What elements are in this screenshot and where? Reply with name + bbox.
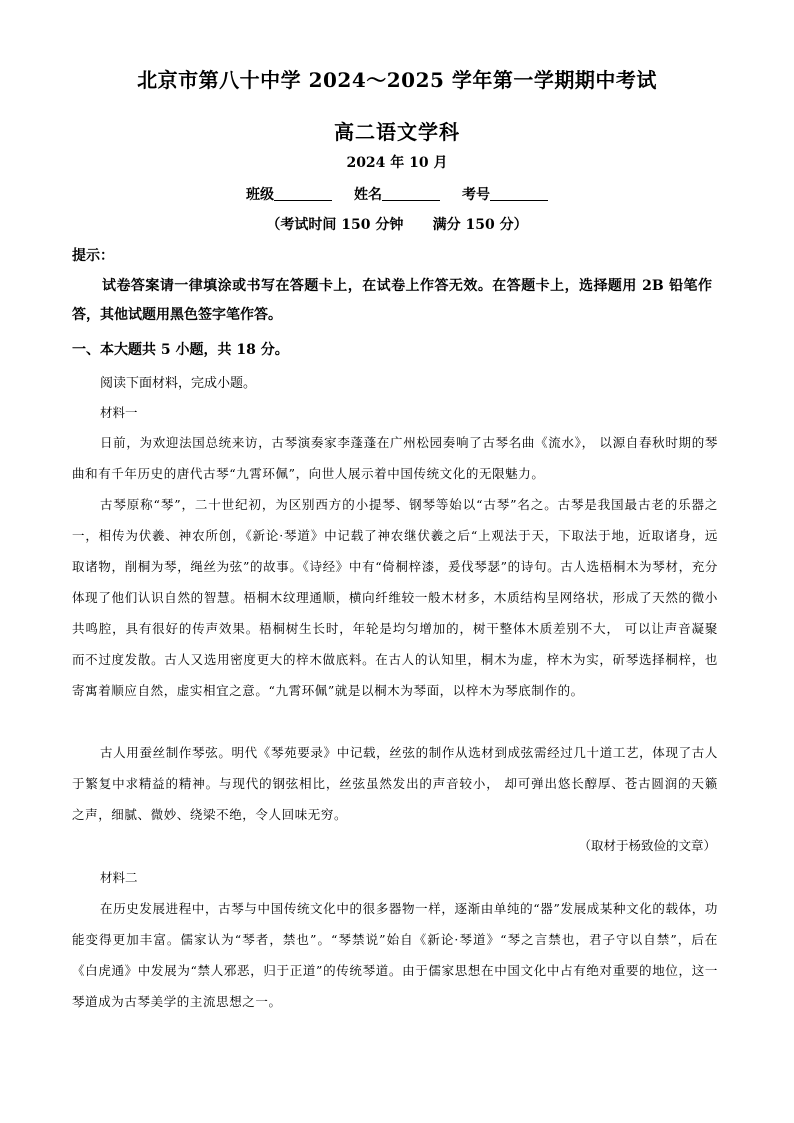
number-label: 考号 <box>462 187 490 203</box>
number-blank[interactable] <box>490 186 548 201</box>
notice-label: 提示： <box>72 248 114 264</box>
section-heading: 一、本大题共 5 小题，共 18 分。 <box>72 342 289 358</box>
subject-title: 高二语文学科 <box>334 120 460 144</box>
name-blank[interactable] <box>382 186 440 201</box>
exam-time-score: （考试时间 150 分钟 满分 150 分） <box>266 217 528 233</box>
exam-title: 北京市第八十中学 2024～2025 学年第一学期期中考试 <box>137 68 657 92</box>
student-info-row <box>0 184 794 204</box>
material-2-label: 材料二 <box>100 870 138 885</box>
class-blank[interactable] <box>274 186 332 201</box>
material-1-paragraph: 古琴原称“琴”，二十世纪初，为区别西方的小提琴、钢琴等始以“古琴”名之。古琴是我国最古老的乐器之一，相传为伏羲、神农所创，《新论·琴道》中记载了神农继伏羲之后“上观法于天，下取法于地，近取诸身，远取诸物，削桐为琴，绳丝为弦”的故事。《诗经》中有“倚桐梓漆，爰伐琴瑟”的诗句。古人选梧桐木为琴材，充分体现了他们认识自然的智慧。梧桐木纹理通顺，横向纤维较一般木材多，木质结构呈网络状，形成了天然的微小共鸣腔，具有很好的传声效果。梧桐树生长时，年轮是均匀增加的，树干整体木质差别不大， 可以让声音凝聚而不过度发散。古人又选用密度更大的梓木做底料。在古人的认知里，桐木为虚，梓木为实，斫琴选择桐梓，也寄寓着顺应自然，虚实相宜之意。“九霄环佩”就是以桐木为琴面，以梓木为琴底制作的。 <box>72 497 718 698</box>
material-1-paragraph: 日前，为欢迎法国总统来访，古琴演奏家李蓬蓬在广州松园奏响了古琴名曲《流水》， 以源自春秋时期的琴曲和有千年历史的唐代古琴“九霄环佩”，向世人展示着中国传统文化的无限魅力。 <box>72 435 718 481</box>
name-label: 姓名 <box>354 187 382 203</box>
reading-instruction: 阅读下面材料，完成小题。 <box>100 376 257 391</box>
material-1-source: （取材于杨致俭的文章） <box>578 838 716 853</box>
notice-text: 试卷答案请一律填涂或书写在答题卡上，在试卷上作答无效。在答题卡上，选择题用 2B 铅笔作答，其他试题用黑色签字笔作答。 <box>72 278 712 323</box>
material-2-paragraph: 在历史发展进程中，古琴与中国传统文化中的很多器物一样，逐渐由单纯的“器”发展成某种文化的载体，功能变得更加丰富。儒家认为“琴者，禁也”。“琴禁说”始自《新论·琴道》“琴之言禁也，君子守以自禁”，后在《白虎通》中发展为“禁人邪恶，归于正道”的传统琴道。由于儒家思想在中国文化中占有绝对重要的地位，这一琴道成为古琴美学的主流思想之一。 <box>72 901 718 1009</box>
material-1-label: 材料一 <box>100 405 138 420</box>
exam-date: 2024 年 10 月 <box>346 155 448 171</box>
material-1-paragraph: 古人用蚕丝制作琴弦。明代《琴苑要录》中记载，丝弦的制作从选材到成弦需经过几十道工艺，体现了古人于繁复中求精益的精神。与现代的钢弦相比，丝弦虽然发出的声音较小， 却可弹出悠长醇厚、苍古圆润的天籁之声，细腻、微妙、绕梁不绝，令人回味无穷。 <box>72 745 718 822</box>
class-label: 班级 <box>246 187 274 203</box>
